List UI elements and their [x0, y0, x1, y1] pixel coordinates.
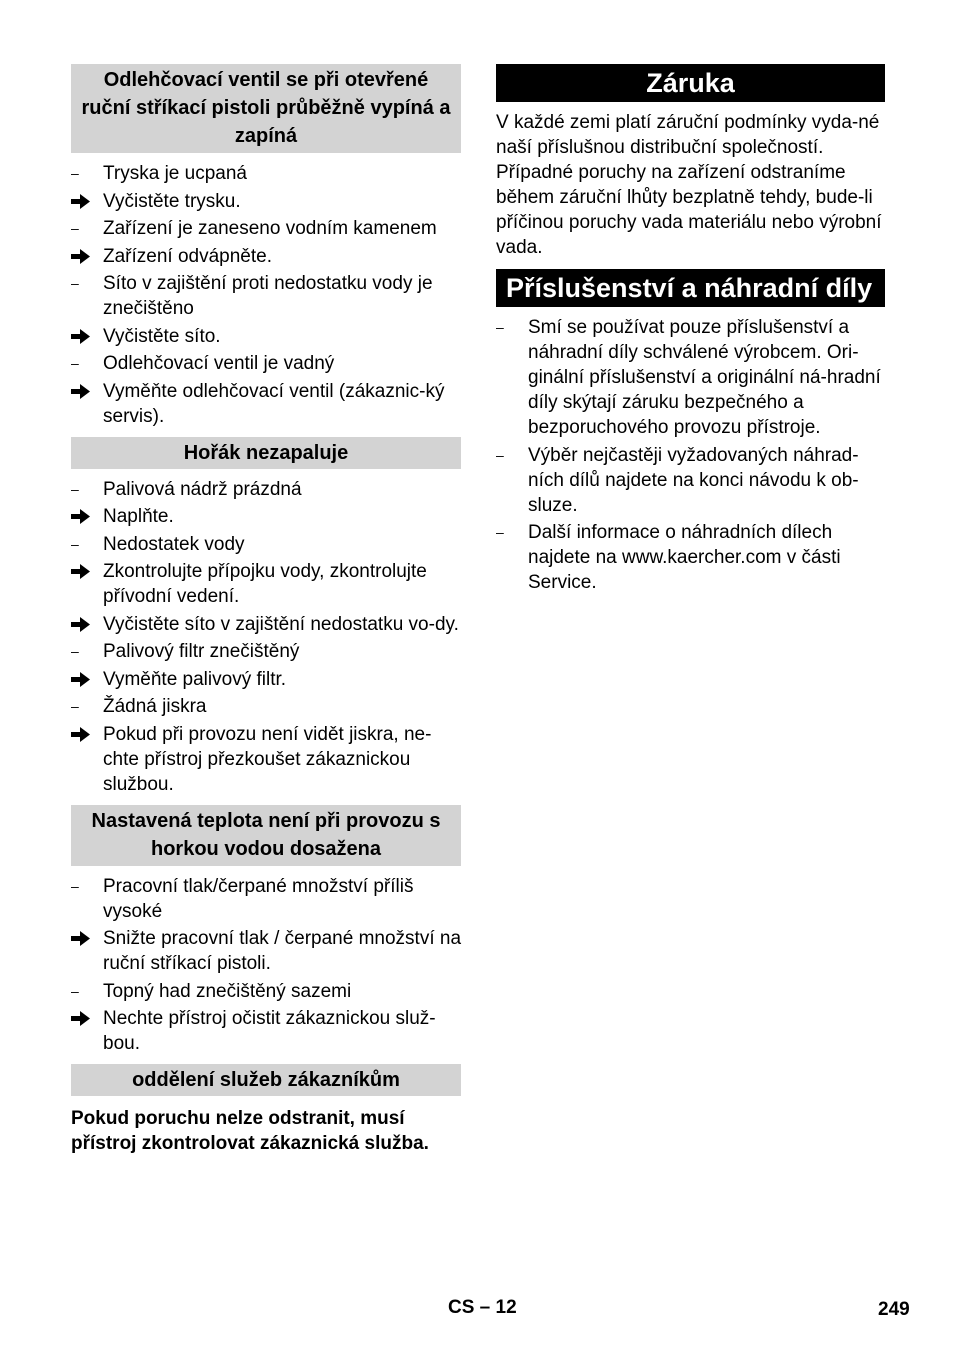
arrow-right-icon — [71, 244, 99, 264]
list-item-text: Tryska je ucpaná — [103, 163, 247, 184]
arrow-right-icon — [71, 559, 99, 579]
cause-item — [71, 639, 461, 664]
action-item — [71, 379, 461, 429]
cause-item — [71, 161, 461, 186]
cause-item — [71, 351, 461, 376]
list-item-text: Vyčistěte trysku. — [103, 190, 241, 212]
list-item-text: Topný had znečištěný sazemi — [103, 980, 352, 1002]
footer-page-number: 249 — [878, 1299, 910, 1320]
list-item-text: Žádná jiskra — [103, 696, 207, 717]
list-item-text: Nedostatek vody — [103, 533, 245, 555]
action-item — [71, 189, 461, 214]
right-column — [496, 64, 885, 603]
dash-bullet-icon: – — [71, 220, 79, 236]
cause-item — [496, 520, 885, 595]
action-item — [71, 324, 461, 349]
cause-item — [71, 532, 461, 557]
arrow-right-icon — [71, 504, 99, 524]
burner-list — [71, 477, 461, 797]
list-item-text: Smí se používat pouze příslušenství a náhradní díly schválené výrobcem. Ori-ginální příslušenství a originální ná-hradní díly skýtají záruku bezpečného a bezporuchového provozu přístroje. — [528, 317, 881, 438]
list-item-text: Zařízení odvápněte. — [103, 245, 272, 267]
accessories-list — [496, 315, 885, 595]
arrow-right-icon — [71, 189, 99, 209]
accessories-heading: Příslušenství a náhradní díly — [496, 269, 885, 307]
cause-item — [496, 443, 885, 518]
list-item-text: Vyčistěte síto. — [103, 325, 221, 347]
list-item-text: Síto v zajištění proti nedostatku vody je znečištěno — [103, 273, 433, 319]
footer-section-code: CS – 12 — [448, 1297, 517, 1318]
dash-bullet-icon: – — [71, 643, 79, 659]
dash-bullet-icon: – — [71, 275, 79, 291]
left-column — [71, 64, 461, 1156]
cause-item — [71, 694, 461, 719]
warranty-text: V každé zemi platí záruční podmínky vyda-né naší příslušnou distribuční společností. Případné poruchy na zařízení odstraníme během záruční lhůty bezplatně tehdy, bude-li příčinou poruchy vada materiálu nebo výrobní vada. — [496, 112, 882, 258]
action-item — [71, 559, 461, 609]
dash-bullet-icon: – — [71, 480, 79, 497]
list-item-text: Palivový filtr znečištěný — [103, 641, 300, 662]
arrow-right-icon — [71, 324, 99, 344]
list-item-text: Vyměňte palivový filtr. — [103, 668, 287, 690]
list-item-text: Odlehčovací ventil je vadný — [103, 353, 335, 374]
list-item-text: Vyčistěte síto v zajištění nedostatku vo-dy. — [103, 613, 459, 635]
section-heading-burner: Hořák nezapaluje — [71, 437, 461, 469]
arrow-right-icon — [71, 667, 99, 687]
list-item-text: Naplňte. — [103, 506, 174, 527]
list-item-text: Zkontrolujte přípojku vody, zkontrolujte přívodní vedení. — [103, 561, 427, 607]
action-item — [71, 667, 461, 692]
list-item-text: Výběr nejčastěji vyžadovaných náhrad-ních dílů najdete na konci návodu k ob-sluze. — [528, 444, 859, 516]
dash-bullet-icon: – — [71, 355, 79, 371]
arrow-right-icon — [71, 612, 99, 632]
section-heading-customer-service: oddělení služeb zákazníkům — [71, 1064, 461, 1096]
list-item-text: Pokud při provozu není vidět jiskra, ne-chte přístroj přezkoušet zákaznickou službou. — [103, 723, 432, 795]
cause-item — [71, 874, 461, 924]
cause-item — [71, 216, 461, 241]
dash-bullet-icon: – — [71, 982, 79, 999]
dash-bullet-icon: – — [71, 877, 79, 894]
dash-bullet-icon: – — [496, 524, 504, 540]
action-item — [71, 244, 461, 269]
dash-bullet-icon: – — [496, 319, 504, 335]
customer-service-text: Pokud poruchu nelze odstranit, musí přístroj zkontrolovat zákaznická služba. — [71, 1108, 429, 1154]
action-item — [71, 722, 461, 797]
warranty-heading: Záruka — [496, 64, 885, 102]
arrow-right-icon — [71, 379, 99, 399]
arrow-right-icon — [71, 926, 99, 946]
list-item-text: Palivová nádrž prázdná — [103, 478, 302, 500]
dash-bullet-icon: – — [71, 165, 79, 181]
dash-bullet-icon: – — [496, 446, 504, 463]
section-heading-temperature: Nastavená teplota není při provozu s horkou vodou dosažena — [71, 805, 461, 866]
list-item-text: Zařízení je zaneseno vodním kamenem — [103, 218, 437, 239]
dash-bullet-icon: – — [71, 698, 79, 714]
relief-valve-list — [71, 161, 461, 429]
cause-item — [496, 315, 885, 440]
list-item-text: Nechte přístroj očistit zákaznickou služ-bou. — [103, 1008, 436, 1054]
section-heading-relief-valve: Odlehčovací ventil se při otevřené ruční stříkací pistoli průběžně vypíná a zapíná — [71, 64, 461, 153]
list-item-text: Snižte pracovní tlak / čerpané množství na ruční stříkací pistoli. — [103, 928, 462, 974]
action-item — [71, 926, 461, 976]
list-item-text: Pracovní tlak/čerpané množství příliš vysoké — [103, 875, 414, 922]
temperature-list — [71, 874, 461, 1057]
arrow-right-icon — [71, 1006, 99, 1026]
dash-bullet-icon: – — [71, 535, 79, 552]
action-item — [71, 1006, 461, 1056]
cause-item — [71, 477, 461, 502]
action-item — [71, 504, 461, 529]
arrow-right-icon — [71, 722, 99, 742]
cause-item — [71, 271, 461, 321]
list-item-text: Další informace o náhradních dílech najdete na www.kaercher.com v části Service. — [528, 522, 841, 593]
list-item-text: Vyměňte odlehčovací ventil (zákaznic-ký servis). — [103, 380, 445, 427]
action-item — [71, 612, 461, 637]
cause-item — [71, 979, 461, 1004]
